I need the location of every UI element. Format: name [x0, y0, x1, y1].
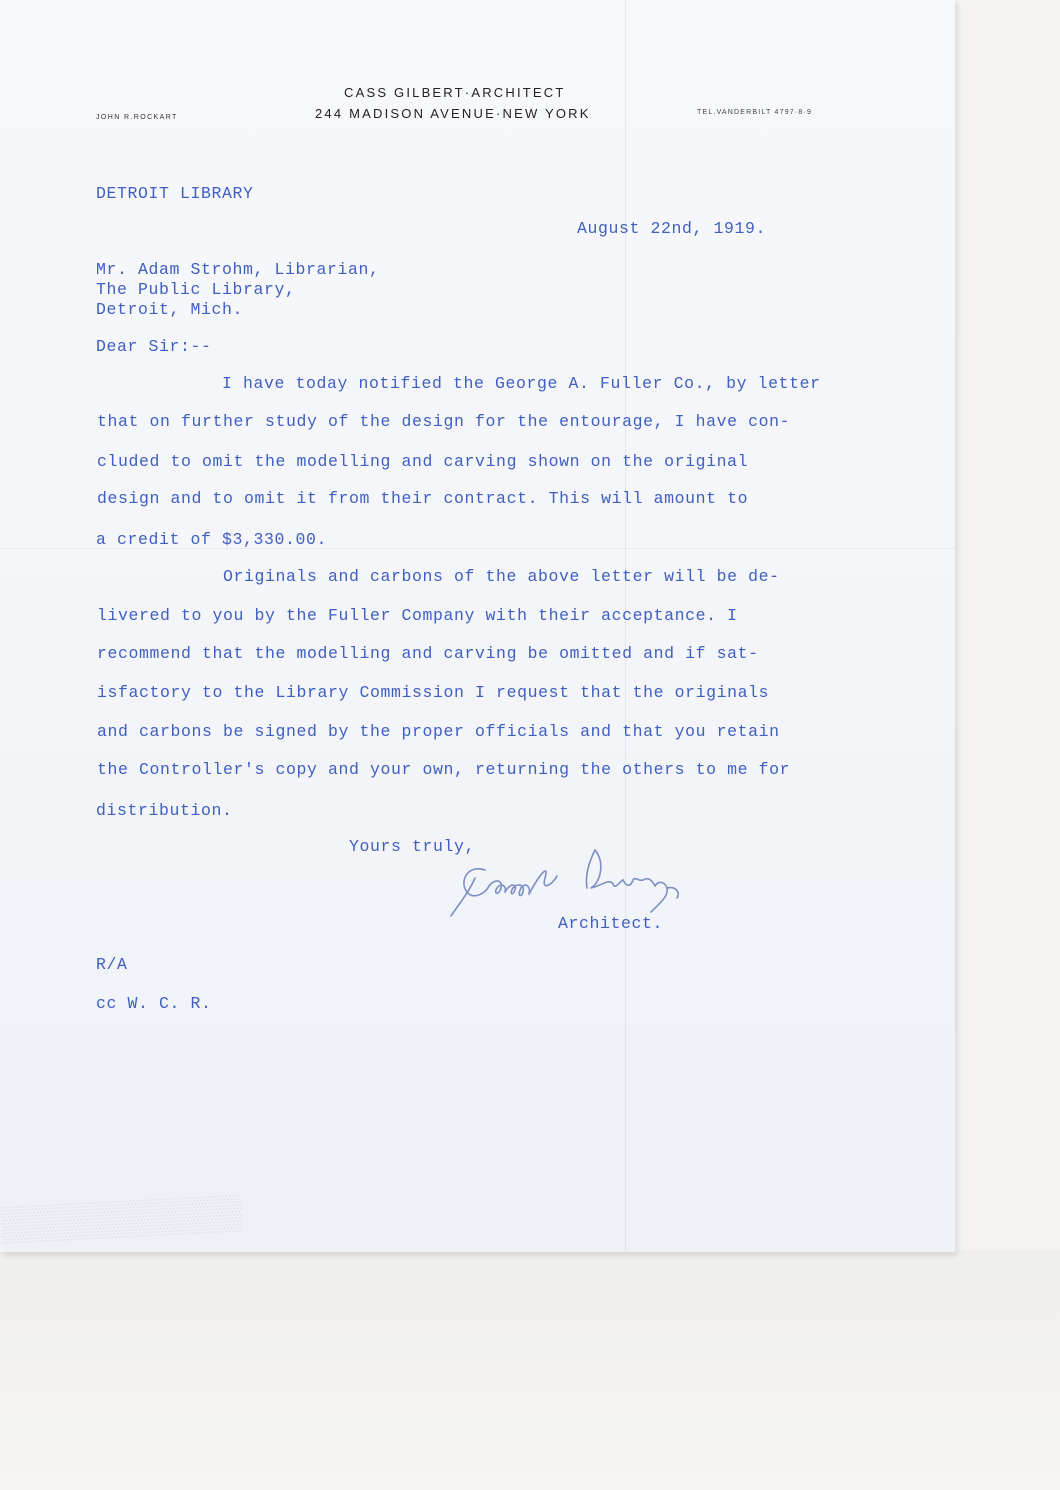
paragraph-line: a credit of $3,330.00. [96, 530, 328, 549]
typist-initials: R/A [96, 955, 128, 974]
letterhead-left-name: JOHN R.ROCKART [96, 114, 178, 121]
carbon-copy-line: cc W. C. R. [96, 994, 212, 1013]
file-label: DETROIT LIBRARY [96, 184, 254, 203]
paragraph-line: and carbons be signed by the proper officials and that you retain [97, 722, 780, 741]
paragraph-line: cluded to omit the modelling and carving shown on the original [97, 452, 749, 471]
recipient-line: Detroit, Mich. [96, 300, 244, 319]
signature-title: Architect. [558, 914, 664, 933]
paragraph-line: the Controller's copy and your own, returning the others to me for [97, 760, 791, 779]
recipient-line: The Public Library, [96, 280, 296, 299]
paragraph-line: Originals and carbons of the above letter will be de- [223, 567, 780, 586]
paragraph-line: design and to omit it from their contract. This will amount to [97, 489, 749, 508]
paragraph-line: recommend that the modelling and carving be omitted and if sat- [97, 644, 759, 663]
recipient-line: Mr. Adam Strohm, Librarian, [96, 260, 380, 279]
salutation: Dear Sir:-- [96, 337, 212, 356]
paragraph-line: distribution. [96, 801, 233, 820]
letterhead-firm: CASS GILBERT·ARCHITECT [344, 85, 566, 100]
handwritten-signature [445, 842, 695, 922]
faint-stamp-mark: ▒▒▒▒▒▒▒▒▒▒ [0, 1193, 243, 1244]
backing-board [0, 1250, 1060, 1490]
paragraph-line: isfactory to the Library Commission I request that the originals [97, 683, 770, 702]
fold-crease-vertical [625, 0, 626, 1252]
letter-date: August 22nd, 1919. [577, 219, 767, 238]
paragraph-line: livered to you by the Fuller Company with their acceptance. I [97, 606, 738, 625]
closing: Yours truly, [349, 837, 476, 856]
letterhead-address: 244 MADISON AVENUE·NEW YORK [315, 106, 591, 121]
letterhead-telephone: TEL.VANDERBILT 4797·8·9 [697, 109, 813, 116]
paragraph-line: that on further study of the design for the entourage, I have con- [97, 412, 791, 431]
paragraph-line: I have today notified the George A. Fuller Co., by letter [222, 374, 821, 393]
